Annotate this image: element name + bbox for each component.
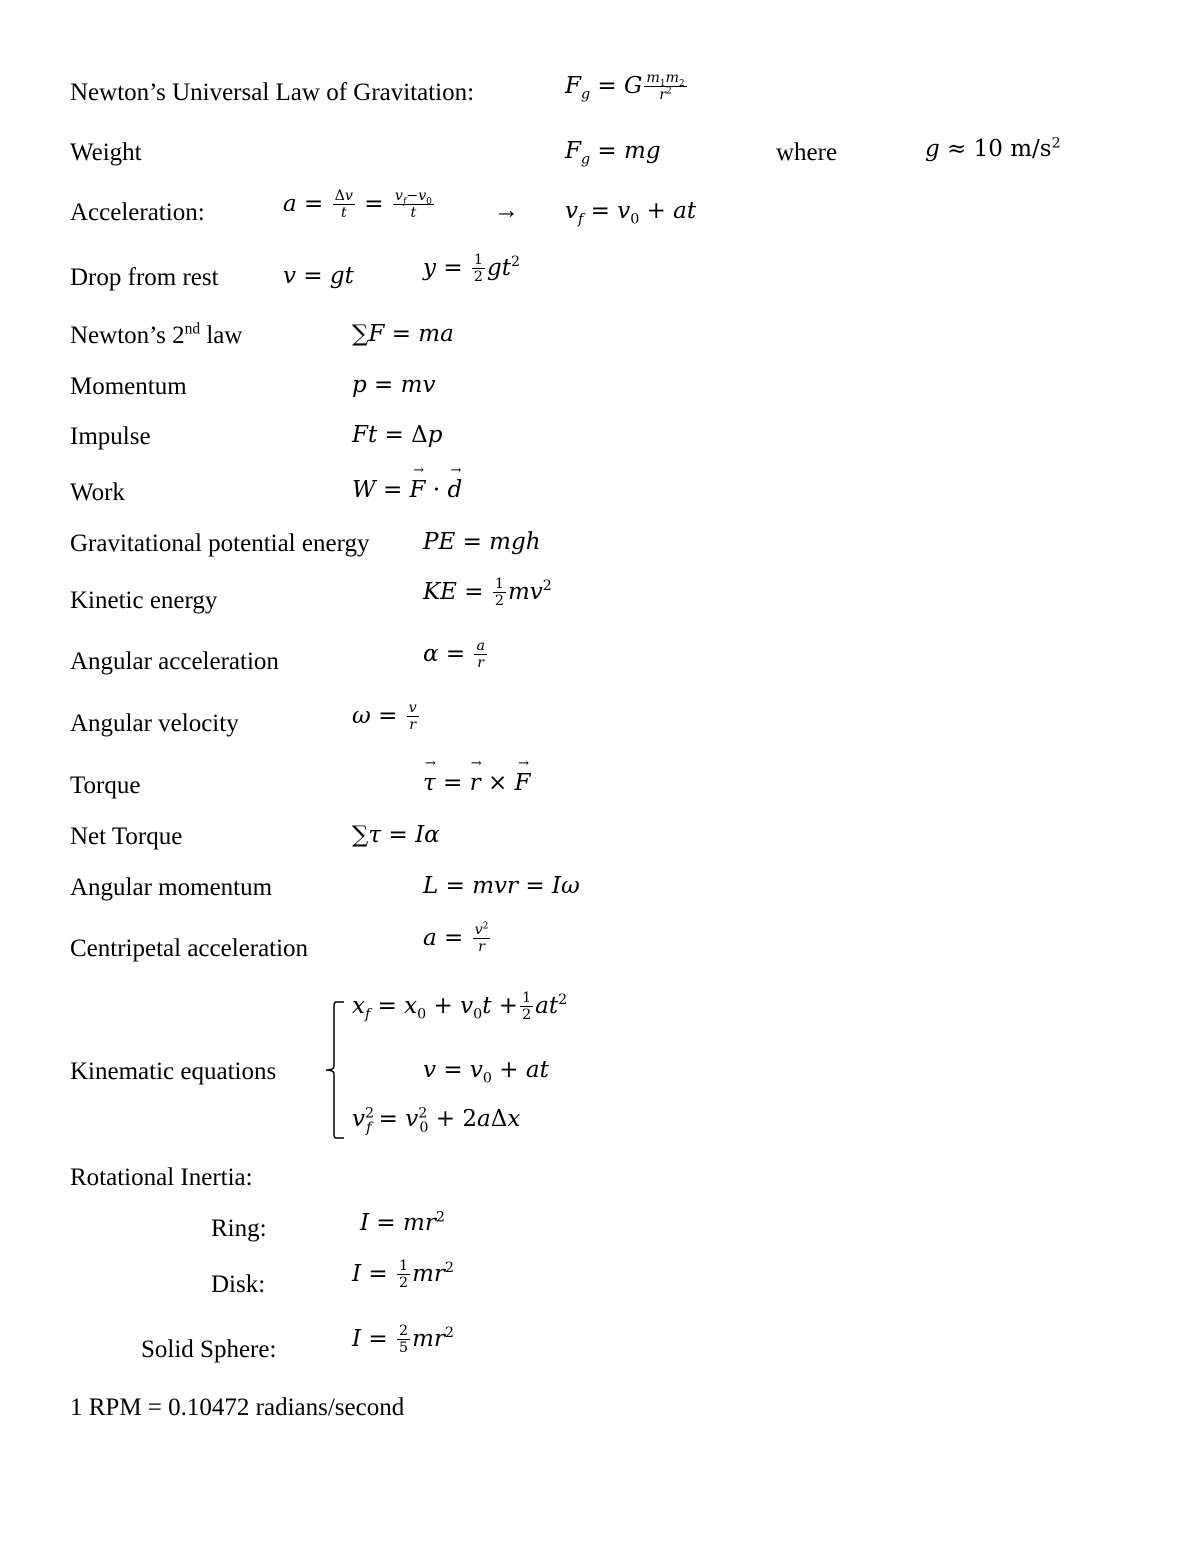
kinematic-velocity-squared-formula: $v^2_f = v^2_0 + 2a\Delta x$: [352, 1105, 521, 1136]
ke-formula: KE = $\frac{1}{2}$ $mv^2$: [423, 576, 552, 610]
sphere-formula: I = $\frac{2}{5}$ $mr^2$: [352, 1323, 454, 1357]
kinematic-brace: [322, 1000, 344, 1140]
second-law-label: Newton’s 2nd law: [70, 320, 243, 349]
weight-label: Weight: [70, 139, 142, 166]
gravitation-formula: $F_g = G$ $\frac{m_1m_2}{r^2}$: [565, 70, 685, 104]
ring-label: Ring:: [211, 1215, 267, 1242]
g-value: g ≈ 10 $m/s^2$: [925, 135, 1061, 162]
rot-inertia-label: Rotational Inertia:: [70, 1164, 253, 1191]
acceleration-label: Acceleration:: [70, 199, 205, 226]
where-label: where: [776, 139, 838, 166]
torque-label: Torque: [70, 772, 141, 799]
momentum-label: Momentum: [70, 373, 187, 400]
disk-label: Disk:: [211, 1271, 266, 1298]
acceleration-formula: a = $\frac{\Delta v}{t}$ = $\frac{v_f-v_0}{t}$: [283, 188, 432, 222]
net-torque-formula: ∑τ = Iα: [352, 822, 440, 848]
second-law-formula: ∑F = ma: [352, 321, 454, 347]
disk-formula: I = $\frac{1}{2}$ $mr^2$: [352, 1258, 454, 1292]
sphere-label: Solid Sphere:: [141, 1336, 277, 1363]
ang-vel-label: Angular velocity: [70, 710, 239, 737]
ang-acc-formula: α = $\frac{a}{r}$: [423, 638, 485, 672]
ring-formula: $I = mr^2$: [360, 1209, 445, 1236]
impulse-label: Impulse: [70, 423, 151, 450]
drop-label: Drop from rest: [70, 264, 219, 291]
momentum-formula: p = mv: [352, 372, 436, 398]
centripetal-label: Centripetal acceleration: [70, 935, 309, 962]
drop-distance-formula: y = $\frac{1}{2}$ $gt^2$: [423, 252, 521, 286]
ke-label: Kinetic energy: [70, 587, 218, 614]
kinematic-position-formula: $x_f = x_0 + v_0t$ + $\frac{1}{2}$ $at^2$: [352, 990, 568, 1024]
ang-vel-formula: ω = $\frac{v}{r}$: [352, 700, 417, 734]
work-formula: W = F → · d →: [352, 479, 462, 502]
torque-formula: τ → = r → × F →: [423, 772, 531, 795]
centripetal-formula: a = $\frac{v^2}{r}$: [423, 921, 489, 956]
kinematic-velocity-formula: $v = v_0$ + at: [423, 1057, 549, 1087]
gpe-label: Gravitational potential energy: [70, 530, 370, 557]
net-torque-label: Net Torque: [70, 823, 183, 850]
ang-mom-label: Angular momentum: [70, 874, 273, 901]
ang-acc-label: Angular acceleration: [70, 648, 279, 675]
drop-velocity-formula: v = gt: [283, 263, 354, 289]
kinematic-label: Kinematic equations: [70, 1058, 277, 1085]
velocity-formula: $v_f = v_0$ + at: [565, 198, 697, 228]
impulse-formula: Ft = Δp: [352, 422, 443, 448]
gravitation-label: Newton’s Universal Law of Gravitation:: [70, 79, 475, 106]
rpm-conversion: 1 RPM = 0.10472 radians/second: [70, 1394, 405, 1421]
gpe-formula: PE = mgh: [423, 529, 541, 555]
weight-formula: $F_g$ = mg: [565, 138, 661, 168]
ang-mom-formula: L = mvr = Iω: [423, 873, 580, 899]
implies-arrow-icon: →: [494, 197, 519, 224]
work-label: Work: [70, 479, 125, 506]
